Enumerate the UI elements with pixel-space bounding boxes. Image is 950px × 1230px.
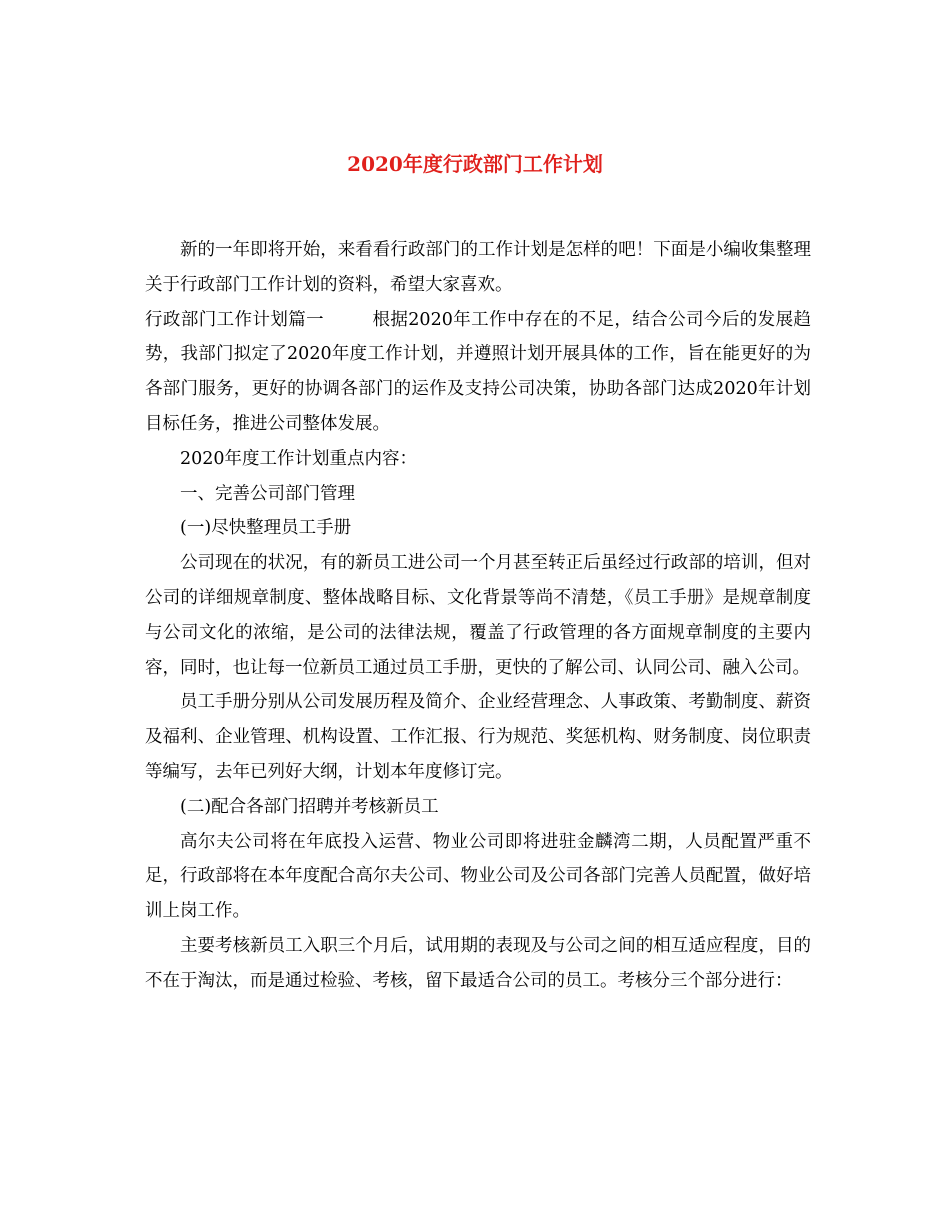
- section-body: 根据2020年工作中存在的不足，结合公司今后的发展趋势，我部门拟定了2020年度工作计划，并遵照计划开展具体的工作，旨在能更好的为各部门服务，更好的协调各部门的运作及支持公司决策，协助各部门达成2020年计划目标任务，推进公司整体发展。: [145, 309, 811, 434]
- recruit-paragraph-2: 主要考核新员工入职三个月后，试用期的表现及与公司之间的相互适应程度，目的不在于淘汰，而是通过检验、考核，留下最适合公司的员工。考核分三个部分进行：: [145, 935, 811, 991]
- section-paragraph: [145, 303, 811, 442]
- intro-paragraph: 新的一年即将开始，来看看行政部门的工作计划是怎样的吧！下面是小编收集整理关于行政部门工作计划的资料，希望大家喜欢。: [145, 240, 811, 295]
- section-label: 行政部门工作计划篇一: [145, 309, 325, 330]
- handbook-paragraph-2: 员工手册分别从公司发展历程及简介、企业经营理念、人事政策、考勤制度、薪资及福利、企业管理、机构设置、工作汇报、行为规范、奖惩机构、财务制度、岗位职责等编写，去年已列好大纲，计划本年度修订完。: [145, 692, 811, 782]
- heading-complete-management: 一、完善公司部门管理: [180, 483, 355, 504]
- subheading-employee-handbook: (一)尽快整理员工手册: [180, 518, 352, 539]
- handbook-paragraph-1: 公司现在的状况，有的新员工进公司一个月甚至转正后虽经过行政部的培训，但对公司的详细规章制度、整体战略目标、文化背景等尚不清楚，《员工手册》是规章制度与公司文化的浓缩，是公司的法律法规，覆盖了行政管理的各方面规章制度的主要内容，同时，也让每一位新员工通过员工手册，更快的了解公司、认同公司、融入公司。: [145, 553, 811, 678]
- key-points-line: 2020年度工作计划重点内容：: [180, 448, 418, 469]
- document-title: 2020年度行政部门工作计划: [347, 152, 603, 176]
- recruit-paragraph-1: 高尔夫公司将在年底投入运营、物业公司即将进驻金麟湾二期，人员配置严重不足，行政部将在本年度配合高尔夫公司、物业公司及公司各部门完善人员配置，做好培训上岗工作。: [145, 831, 811, 922]
- document-body: [145, 233, 811, 999]
- subheading-recruitment: (二)配合各部门招聘并考核新员工: [180, 796, 439, 817]
